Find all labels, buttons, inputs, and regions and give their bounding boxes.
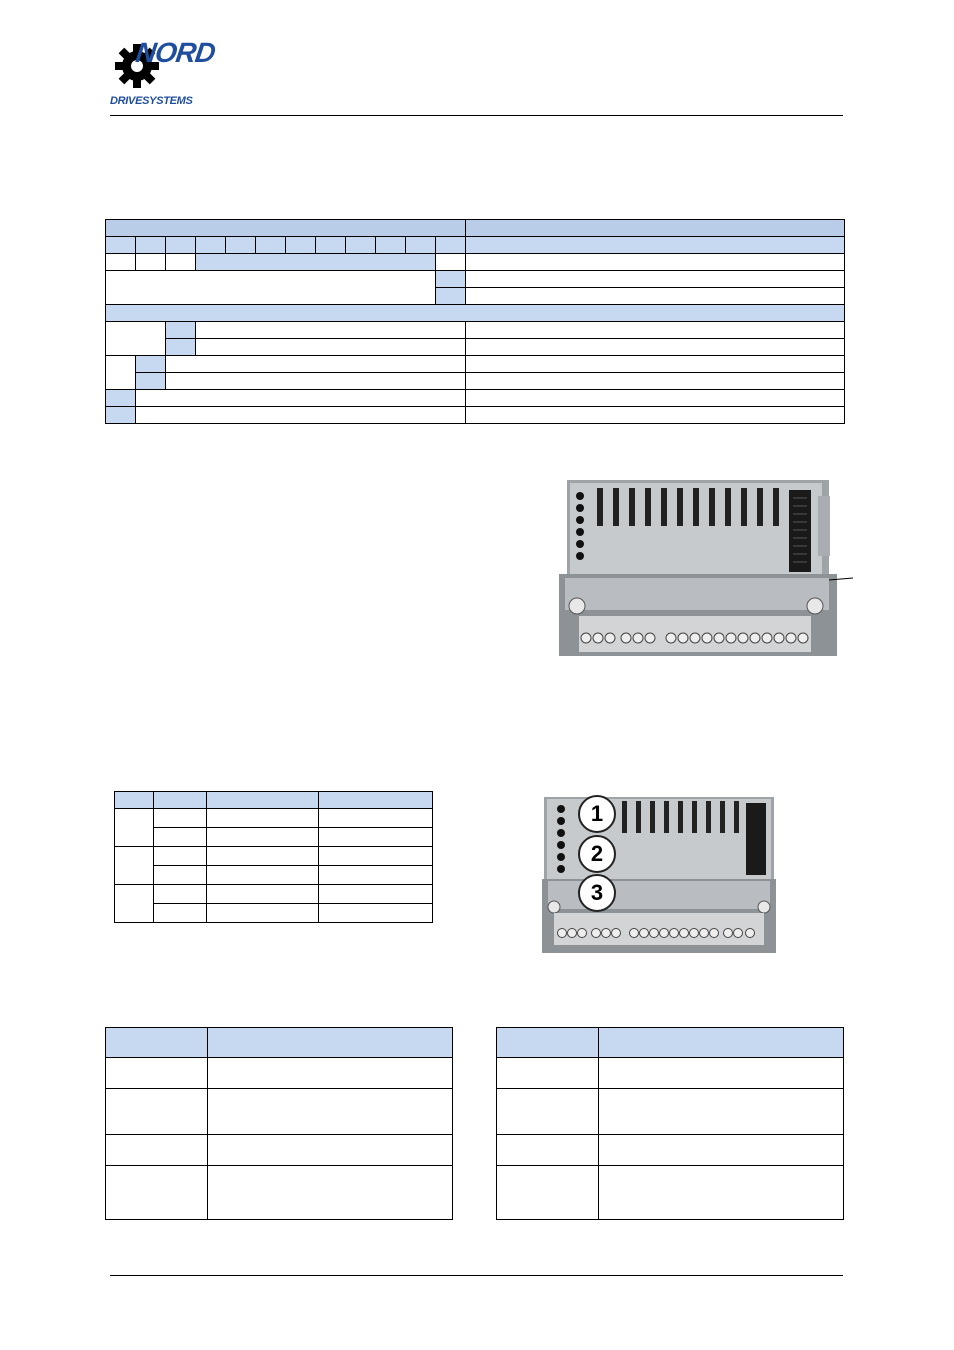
logo-subtitle: DRIVESYSTEMS bbox=[110, 95, 193, 107]
callout-3: 3 bbox=[578, 874, 616, 912]
bit-assignment-table bbox=[105, 219, 845, 424]
legend-table-right bbox=[496, 1027, 844, 1220]
legend-table-left bbox=[105, 1027, 453, 1220]
table-header-cell bbox=[466, 220, 845, 237]
device-image-top bbox=[555, 478, 855, 660]
device-image-annotated bbox=[540, 793, 780, 955]
status-table bbox=[114, 791, 433, 923]
table-header-cell bbox=[106, 220, 466, 237]
footer-divider bbox=[110, 1275, 843, 1276]
callout-2: 2 bbox=[578, 835, 616, 873]
logo-wordmark: NORD bbox=[133, 37, 217, 68]
header-divider bbox=[110, 115, 843, 116]
callout-1: 1 bbox=[578, 795, 616, 833]
